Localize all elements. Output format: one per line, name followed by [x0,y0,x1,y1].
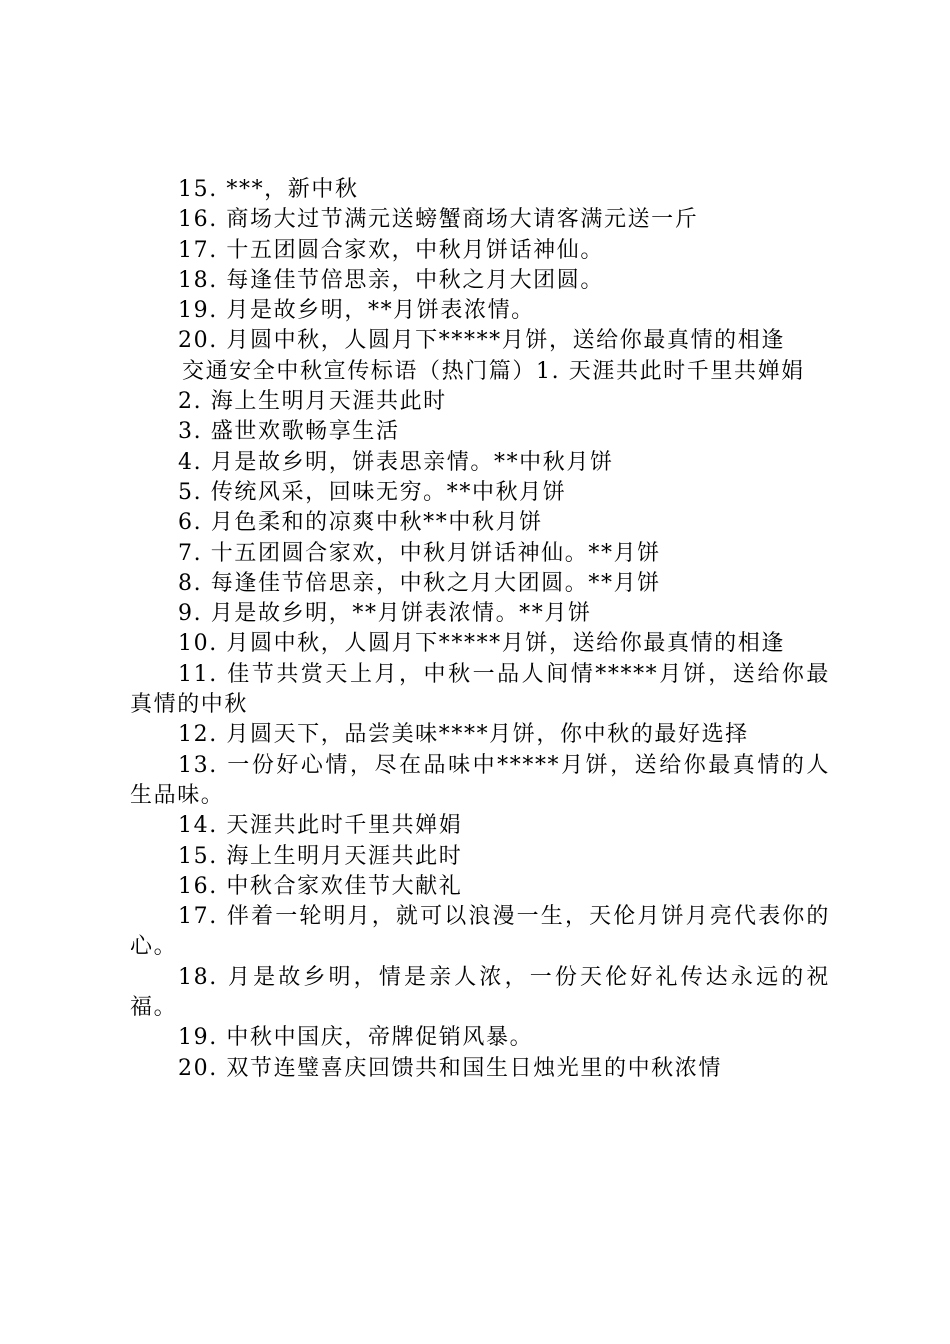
text-line: 3. 盛世欢歌畅享生活 [178,419,400,445]
text-line: 7. 十五团圆合家欢，中秋月饼话神仙。**月饼 [178,540,661,566]
text-line: 9. 月是故乡明，**月饼表浓情。**月饼 [178,601,592,627]
text-line: 15. 海上生明月天涯共此时 [178,843,463,869]
text-line: 15. ***，新中秋 [178,177,359,202]
text-line: 19. 中秋中国庆，帝牌促销风暴。 [178,1025,534,1051]
text-line: 11. 佳节共赏天上月，中秋一品人间情*****月饼，送给你最真情的中秋 [130,661,830,718]
text-line: 4. 月是故乡明，饼表思亲情。**中秋月饼 [178,449,614,475]
text-line: 16. 商场大过节满元送螃蟹商场大请客满元送一斤 [178,207,699,233]
text-line: 18. 月是故乡明，情是亲人浓，一份天伦好礼传达永远的祝福。 [130,964,830,1021]
text-line: 20. 月圆中秋，人圆月下*****月饼，送给你最真情的相逢 [178,328,785,354]
document-body [130,175,830,1084]
text-line: 20. 双节连璧喜庆回馈共和国生日烛光里的中秋浓情 [178,1055,722,1081]
text-line: 19. 月是故乡明，**月饼表浓情。 [178,298,535,324]
text-line: 8. 每逢佳节倍思亲，中秋之月大团圆。**月饼 [178,570,661,596]
text-line: 17. 十五团圆合家欢，中秋月饼话神仙。 [178,237,604,263]
text-line: 5. 传统风采，回味无穷。**中秋月饼 [178,479,567,505]
text-line: 17. 伴着一轮明月，就可以浪漫一生，天伦月饼月亮代表你的心。 [130,904,830,960]
text-line: 16. 中秋合家欢佳节大献礼 [178,873,463,899]
text-line: 12. 月圆天下，品尝美味****月饼，你中秋的最好选择 [178,722,749,748]
text-line: 10. 月圆中秋，人圆月下*****月饼，送给你最真情的相逢 [178,631,785,657]
text-line: 14. 天涯共此时千里共婵娟 [178,813,463,839]
text-line: 13. 一份好心情，尽在品味中*****月饼，送给你最真情的人生品味。 [130,752,830,808]
text-line: 6. 月色柔和的凉爽中秋**中秋月饼 [178,510,543,536]
section-heading-line: 交通安全中秋宣传标语（热门篇）1. 天涯共此时千里共婵娟 [182,358,805,384]
text-line: 18. 每逢佳节倍思亲，中秋之月大团圆。 [178,267,604,293]
text-line: 2. 海上生明月天涯共此时 [178,389,447,415]
